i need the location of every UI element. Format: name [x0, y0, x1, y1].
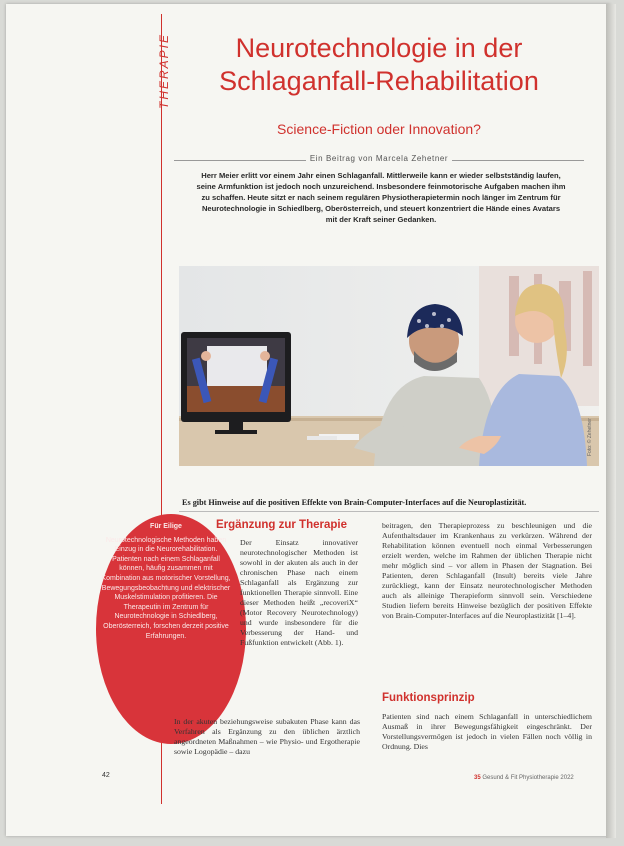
photo-caption: Es gibt Hinweise auf die positiven Effekte von Brain-Computer-Interfaces auf die Neuroplastizität. [182, 498, 527, 507]
page-edge [606, 4, 616, 838]
monitor [181, 332, 291, 434]
column-1-bottom: In der akuten beziehungsweise subakuten Phase kann das Verfahren als Ergänzung zu den üblichen ärztlich angeordneten Maßnahmen – wie Physio- und Ergotherapie sowie Logopädie – dazu [174, 717, 360, 756]
title-line-1: Neurotechnologie in der [235, 33, 523, 63]
page-number: 42 [102, 772, 110, 779]
section-label: THERAPIE [157, 33, 171, 110]
column-2-top: beitragen, den Therapieprozess zu beschleunigen und die Aufenthaltsdauer im Krankenhaus zu verkürzen. Während der Rehabilitation können eventuell noch einmal Verbesserungen erzielt werden, welche im Rahmen der üblichen Therapie nicht mehr möglich sind – vor allem in Phasen der Stagnation. Bei Patienten, deren Schlaganfall (Insult) bereits viele Jahre zurückliegt, kann der Einsatz neurotechnologischer Methoden auch als alleinige Therapieform sinnvoll sein. Verschiedene Studien liefern bereits Hinweise bezüglich der positiven Effekte von Brain-Computer-Interfaces auf die Neuroplastizität [1–4]. [382, 521, 592, 620]
column-2-bottom: Patienten sind nach einem Schlaganfall in unterschiedlichem Ausmaß in ihrer Bewegungsfähigkeit eingeschränkt. Der Vorstellungsvermögen ist jedoch in vielen Fällen noch völlig in Ordnung. Dies [382, 712, 592, 751]
magazine-page [6, 4, 610, 836]
article-photo [179, 266, 599, 466]
byline: Ein Beitrag von Marcela Zehetner [174, 154, 584, 163]
tip-heading: Für Eilige [150, 523, 182, 530]
column-1-top: Der Einsatz innovativer neurotechnologischer Methoden ist sowohl in der akuten als auch in der chronischen Phase nach einem Schlaganfall als Ergänzung zur funktionellen Therapie sinnvoll. Eine dieser Methoden heißt „recoveriX“ (Motor Recovery Neurotechnology) und wurde insbesondere für die Verbesserung der Hand- und Fußfunktion entwickelt (Abb. 1). [240, 538, 358, 647]
caption-divider [179, 511, 599, 512]
article-title [174, 32, 584, 98]
byline-row [174, 154, 584, 166]
title-line-2: Schlaganfall-Rehabilitation [219, 66, 539, 96]
section-heading-funktionsprinzip: Funktionsprinzip [382, 692, 475, 704]
section-heading-ergaenzung: Ergänzung zur Therapie [216, 519, 347, 531]
journal-footer: 35 Gesund & Fit Physiotherapie 2022 [474, 775, 574, 781]
tip-box [100, 522, 232, 641]
article-intro: Herr Meier erlitt vor einem Jahr einen Schlaganfall. Mittlerweile kann er wieder selbstständig laufen, seine Armfunktion ist jedoch noch unzureichend. Insbesondere feinmotorische Aufgaben machen ihm zu schaffen. Heute sitzt er nach seinem regulären Physiotherapietermin noch länger im Zentrum für Neurotechnologie in Schiedlberg, Oberösterreich, und steuert konzentriert die Hände eines Avatars mit der Kraft seiner Gedanken. [196, 171, 566, 224]
article-subtitle: Science-Fiction oder Innovation? [277, 121, 481, 137]
photo-credit: Foto: © Zehetner [587, 418, 593, 456]
tip-text: Neurotechnologische Methoden haben Einzug in die Neurorehabilitation. Patienten nach einem Schlaganfall können, häufig zusammen mit Kombination aus motorischer Vorstellung, Bewegungsbeobachtung und elektrischer Muskelstimulation profitieren. Die Therapeutin im Zentrum für Neurotechnologie in Schiedlberg, Oberösterreich, forschen derzeit positive Erfahrungen. [101, 536, 231, 640]
